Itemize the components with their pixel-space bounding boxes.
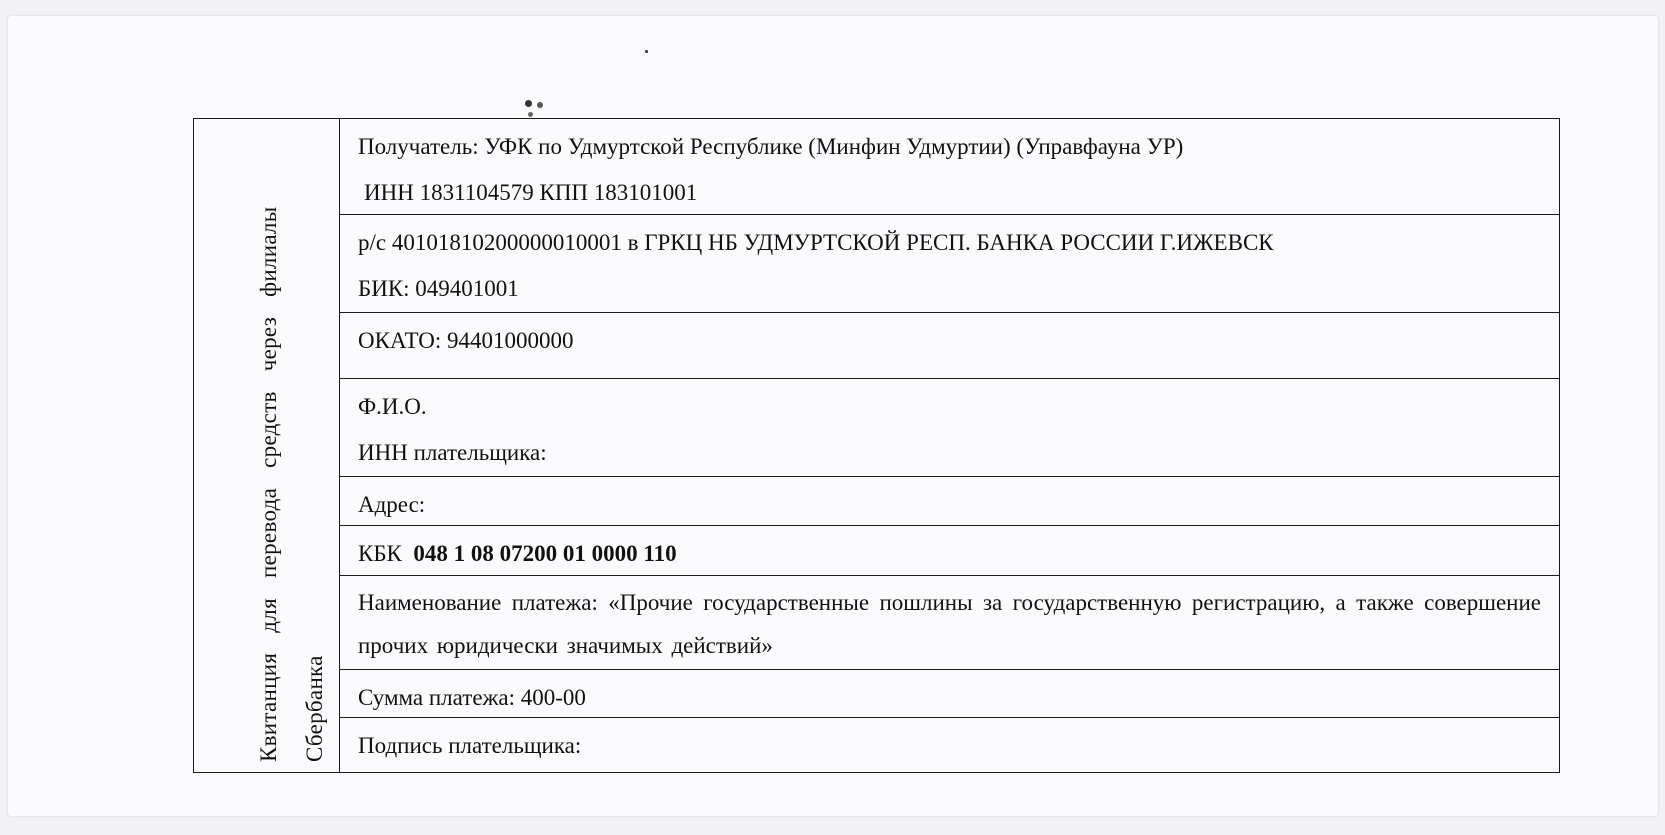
payer-row — [340, 379, 1559, 477]
paper-speck — [525, 100, 532, 107]
address-field: Адрес: — [358, 492, 426, 517]
bank-row — [340, 215, 1559, 313]
bank-account: р/с 40101810200000010001 в ГРКЦ НБ УДМУРТСКОЙ РЕСП. БАНКА РОССИИ Г.ИЖЕВСК — [358, 230, 1274, 255]
okato-value: ОКАТО: 94401000000 — [358, 328, 574, 353]
payment-purpose: Наименование платежа: «Прочие государственные пошлины за государственную регистрацию, а также совершение прочих юридически значимых действий» — [358, 590, 1541, 658]
bank-bik: БИК: 049401001 — [358, 276, 519, 301]
signature-row — [340, 718, 1559, 772]
side-caption-line1: Квитанция для перевода средств через филиалы — [256, 206, 281, 762]
paper-speck — [645, 50, 648, 53]
receipt-side-caption — [194, 119, 340, 772]
kbk-row — [340, 526, 1559, 576]
paper-speck — [528, 112, 533, 117]
address-row — [340, 477, 1559, 526]
side-caption-line2: Сбербанка — [302, 655, 327, 762]
recipient-label: Получатель: УФК по Удмуртской Республике (Минфин Удмуртии) (Управфауна УР) — [358, 134, 1184, 159]
okato-row — [340, 313, 1559, 379]
paper-speck — [537, 102, 543, 108]
recipient-inn-kpp: ИНН 1831104579 КПП 183101001 — [364, 180, 698, 205]
payer-signature-field: Подпись плательщика: — [358, 733, 582, 758]
kbk-label: КБК — [358, 541, 402, 566]
recipient-row — [340, 119, 1559, 215]
amount-row — [340, 670, 1559, 718]
payment-receipt-form — [193, 118, 1560, 773]
receipt-fields — [340, 119, 1559, 772]
payment-amount: Сумма платежа: 400-00 — [358, 685, 586, 710]
payer-fio-field: Ф.И.О. — [358, 394, 427, 419]
kbk-value: 048 1 08 07200 01 0000 110 — [413, 541, 677, 566]
payer-inn-field: ИНН плательщика: — [358, 440, 547, 465]
purpose-row — [340, 576, 1559, 670]
